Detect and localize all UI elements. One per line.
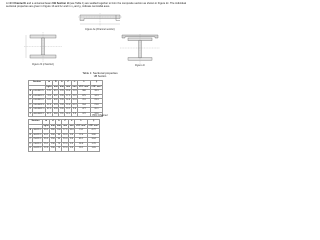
ub-unit-tw: mm (72, 85, 77, 88)
table-cell: 612 (53, 90, 58, 93)
pfc-table-body (29, 129, 100, 152)
table-cell: 11.2 (72, 94, 77, 97)
table-cell: 10.2 (72, 103, 77, 106)
pfc-header-ix: Iₓ (75, 120, 88, 125)
table-cell: 14.8 (65, 99, 71, 102)
pfc-header-b: b (56, 120, 62, 125)
pfc-header-section: Section (29, 120, 43, 125)
table-cell: 10.6 (72, 99, 77, 102)
table-cell: 12.0 (63, 147, 68, 150)
ub-header-tw: tᵤ (71, 81, 77, 86)
table-cell: 533 (53, 103, 58, 106)
pfc-unit-tf: mm (63, 124, 68, 127)
row-label: D (29, 142, 32, 145)
table-cell: 75 (57, 142, 61, 145)
section-designation: 300PFC (33, 133, 42, 136)
pfc-header-tf: tᶠ (62, 120, 68, 125)
table-cell: 45.1 (75, 138, 88, 143)
table-cell: 23.8 (90, 103, 103, 108)
table-cell: 4.72 (87, 129, 100, 134)
table-cell: 228 (60, 99, 64, 102)
pfc-channel-table (28, 119, 100, 152)
section-designation: 610UB125 (33, 90, 44, 93)
table-cell: 90 (57, 138, 61, 141)
table-cell: 3.80 (87, 133, 100, 138)
table-cell: 8.0 (70, 138, 74, 141)
table-cell: 230 (51, 142, 55, 145)
table-cell: 16.0 (63, 133, 68, 136)
table-row (29, 147, 100, 152)
row-label: A (29, 90, 32, 93)
section-designation: 230PFC (33, 142, 42, 145)
table-cell: 9.6 (73, 108, 77, 111)
section-designation: 250PFC (33, 138, 42, 141)
pfc-header-m: m (43, 120, 50, 125)
table-cell: 39.3 (90, 90, 103, 95)
table-cell: 12.0 (63, 142, 68, 145)
i-section-figure (22, 32, 64, 62)
table-cell: 15.0 (63, 138, 68, 141)
table-cell: 17.3 (65, 94, 71, 97)
pfc-unit-d: mm (50, 124, 55, 127)
intro-paragraph (6, 2, 194, 9)
table-cell: 22.9 (44, 147, 49, 150)
channel-section-figure (78, 13, 122, 37)
table-title: Table 1: Sectional properties (82, 71, 118, 75)
table-cell: 152 (75, 129, 88, 134)
table-cell: 191 (60, 112, 64, 115)
row-label: E (29, 147, 32, 150)
row-label: E (29, 108, 32, 111)
fig-c-caption: Figure 2c (135, 64, 145, 67)
intro-beam-name: UB Section H (52, 2, 69, 5)
row-label: C (29, 99, 32, 102)
section-designation: 460UB82.1 (33, 112, 45, 115)
table-cell: 13.2 (65, 108, 71, 111)
ub-table-body (29, 90, 103, 117)
pfc-unit-tw: mm (69, 124, 74, 127)
pfc-unit-b: mm (56, 124, 61, 127)
table-cell: 18.6 (90, 112, 103, 117)
row-label: B (29, 133, 32, 136)
intro-lead: A 190 (6, 2, 14, 5)
table-cell: 15.6 (65, 103, 71, 106)
pfc-unit-iy: ×10⁶ mm⁴ (88, 124, 99, 127)
ub-header-d: D (53, 81, 59, 86)
table-cell: 29.3 (90, 99, 103, 104)
table-cell: 82.1 (46, 112, 52, 115)
table-cell: 16.0 (65, 112, 71, 115)
ub-header-ix: Iₓ (78, 81, 91, 86)
table-cell: 607 (53, 94, 58, 97)
table-cell: 6.0 (70, 147, 74, 150)
ub-unit-m: kg/m (46, 85, 52, 88)
table-cell: 20.1 (90, 108, 103, 113)
table-cell: 602 (53, 99, 58, 102)
fig-b-caption: Figure 2b (I-Section) (32, 63, 54, 66)
table-cell: 113 (47, 94, 51, 97)
table-cell: 82.0 (46, 108, 52, 111)
ub-header-b: b (59, 81, 65, 86)
ub-section-title: UB Section (93, 75, 107, 78)
section-designation: 200PFC (33, 147, 42, 150)
table-cell: 40.1 (44, 133, 49, 136)
pfc-header-d: d (50, 120, 56, 125)
pfc-header-tw: tᵤ (68, 120, 74, 125)
table-cell: 209 (60, 108, 64, 111)
table-cell: 11.9 (72, 90, 77, 93)
table-cell: 528 (53, 108, 58, 111)
section-designation: 530UB92.4 (33, 103, 45, 106)
ub-unit-tf: mm (66, 85, 71, 88)
table-cell: 209 (60, 103, 64, 106)
table-cell: 25.1 (44, 142, 49, 145)
ub-header-iy: Iᵧ (90, 81, 103, 86)
table-cell: 8.0 (70, 133, 74, 136)
fig-a-caption: Figure 2a (Channel section) (85, 28, 115, 31)
table-cell: 1.65 (87, 147, 100, 152)
table-cell: 300 (51, 133, 55, 136)
table-cell: 986 (78, 90, 91, 95)
pfc-header-iy: Iᵧ (87, 120, 100, 125)
intro-rest: (see Table 1) are welded together to form the composite section as shown in Figure 2c. The individual sectional properties are given in Figure 1b and 1c and in x₁ and y₁ indicate centroidal axes. (6, 2, 186, 9)
table-cell: 229 (60, 90, 64, 93)
table-cell: 875 (78, 94, 91, 99)
table-cell: 372 (78, 112, 91, 117)
ub-unit-ix: ×10⁶ mm⁴ (78, 85, 90, 88)
table-cell: 125 (47, 90, 51, 93)
pfc-unit-ix: ×10⁶ mm⁴ (75, 124, 87, 127)
table-cell: 101 (47, 99, 51, 102)
table-cell: 250 (51, 138, 55, 141)
section-designation: 610UB113 (33, 94, 44, 97)
table-cell: 92.4 (46, 103, 52, 106)
ub-section-table (28, 80, 103, 117)
intro-mid: and a universal beam (26, 2, 53, 5)
table-cell: 6.5 (70, 142, 74, 145)
table-cell: 100 (57, 129, 61, 132)
table-cell: 19.6 (65, 90, 71, 93)
table-cell: 9.9 (73, 112, 77, 115)
table-cell: 460 (53, 112, 58, 115)
ub-unit-b: mm (59, 85, 64, 88)
table-cell: 1.76 (87, 142, 100, 147)
table-cell: 17.5 (63, 129, 68, 132)
row-label: C (29, 138, 32, 141)
composite-section-figure (120, 34, 160, 64)
ub-header-m: m (45, 81, 52, 86)
table-cell: 75 (57, 147, 61, 150)
table-cell: 72.4 (75, 133, 88, 138)
section-designation: 610UB101 (33, 99, 44, 102)
table-cell: 380 (51, 129, 55, 132)
pfc-unit-m: kg/m (43, 124, 49, 127)
table-cell: 19.1 (75, 147, 88, 152)
table-cell: 34.3 (90, 94, 103, 99)
table-cell: 477 (78, 108, 91, 113)
ub-header-tf: tᶠ (65, 81, 71, 86)
table-cell: 200 (51, 147, 55, 150)
table-cell: 55.2 (44, 129, 49, 132)
table-cell: 10.0 (69, 129, 74, 132)
section-designation: 380PFC (33, 129, 42, 132)
table-cell: 761 (78, 99, 91, 104)
pfc-channel-title: PFC Channel (92, 114, 108, 117)
row-label: F (29, 112, 32, 115)
table-cell: 228 (60, 94, 64, 97)
table-cell: 35.5 (44, 138, 49, 141)
table-cell: 3.64 (87, 138, 100, 143)
section-designation: 530UB82.0 (33, 108, 45, 111)
row-label: B (29, 94, 32, 97)
ub-unit-d: mm (53, 85, 58, 88)
table-cell: 554 (78, 103, 91, 108)
table-cell: 26.8 (75, 142, 88, 147)
table-cell: 90 (57, 133, 61, 136)
row-label: A (29, 129, 32, 132)
row-label: D (29, 103, 32, 106)
intro-channel-name: Channel E (13, 2, 27, 5)
ub-header-section: Section (29, 81, 46, 86)
ub-unit-iy: ×10⁶ mm⁴ (91, 85, 102, 88)
